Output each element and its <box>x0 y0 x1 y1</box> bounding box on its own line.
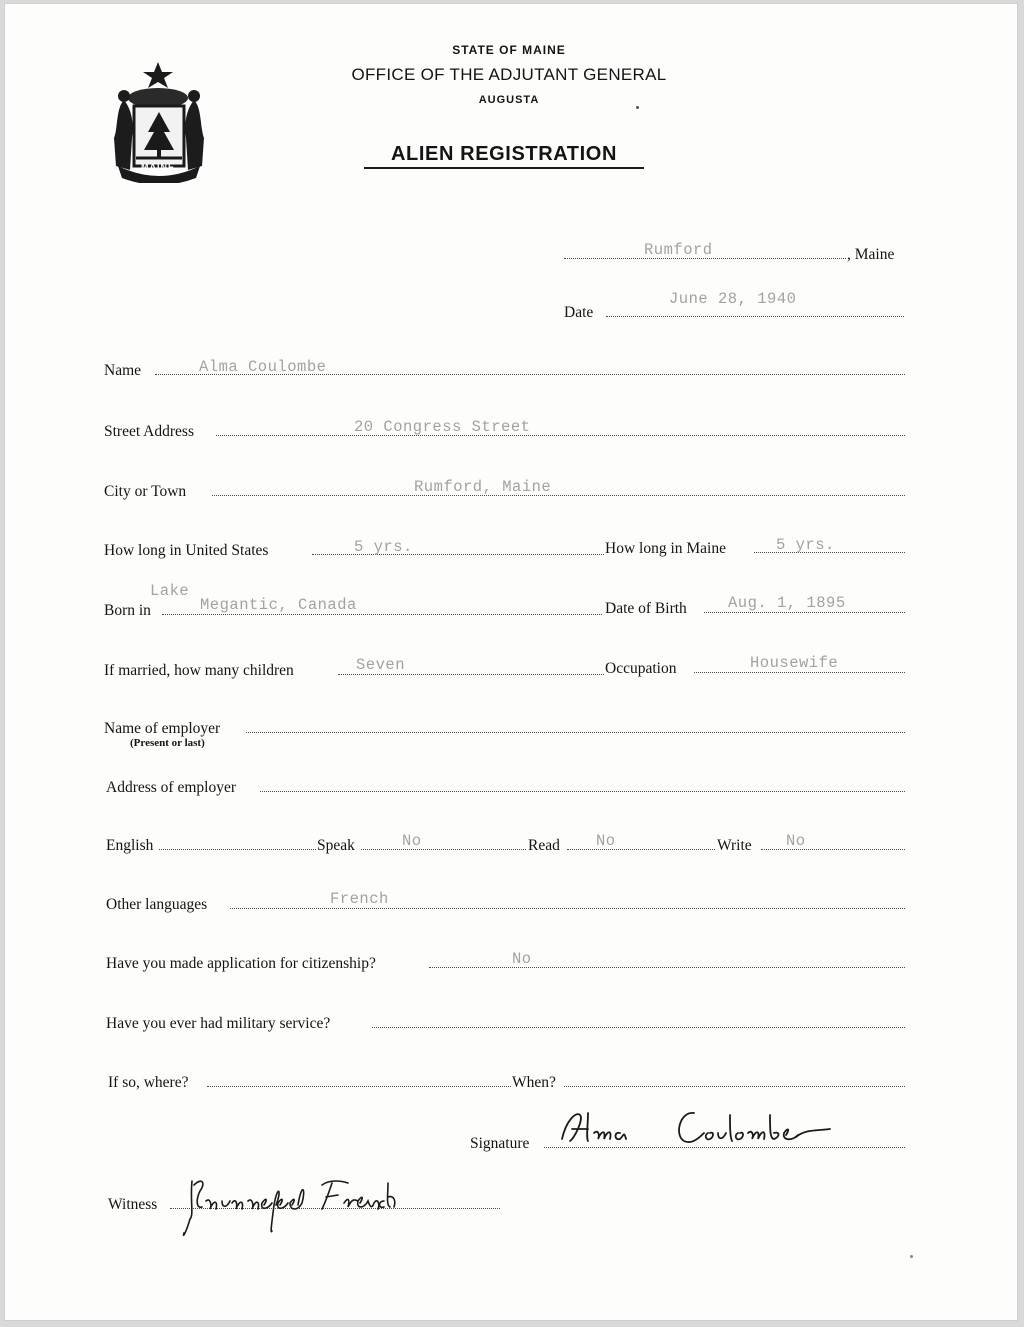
office-heading: OFFICE OF THE ADJUTANT GENERAL <box>351 65 667 84</box>
occupation-value: Housewife <box>750 654 839 672</box>
maine-duration-value: 5 yrs. <box>776 536 835 554</box>
born-value-line2: Megantic, Canada <box>200 596 357 614</box>
employer-sublabel: (Present or last) <box>130 737 205 749</box>
form-title: ALIEN REGISTRATION <box>391 143 617 165</box>
born-value-line1: Lake <box>150 582 190 600</box>
employer-label: Name of employer <box>104 720 221 737</box>
write-label: Write <box>717 837 752 854</box>
where-label: If so, where? <box>108 1074 189 1091</box>
street-value: 20 Congress Street <box>354 418 531 436</box>
employer-address-label: Address of employer <box>106 779 236 796</box>
place-value: Rumford <box>644 241 713 259</box>
paper-speck <box>636 106 639 109</box>
us-duration-value: 5 yrs. <box>354 538 413 556</box>
signature-handwriting <box>544 1105 844 1162</box>
city-value: Rumford, Maine <box>414 478 552 496</box>
children-value: Seven <box>356 656 406 674</box>
citizenship-value: No <box>512 950 532 968</box>
occupation-label: Occupation <box>605 660 677 677</box>
title-underline <box>364 167 644 169</box>
dob-value: Aug. 1, 1895 <box>728 594 846 612</box>
us-duration-label: How long in United States <box>104 542 269 559</box>
when-label: When? <box>512 1074 556 1091</box>
read-value: No <box>596 832 616 850</box>
signature-label: Signature <box>470 1135 530 1152</box>
city-label: City or Town <box>104 483 187 500</box>
paper-speck <box>910 1255 913 1258</box>
registration-form <box>4 3 1018 1321</box>
name-label: Name <box>104 362 142 379</box>
citizenship-label: Have you made application for citizenship? <box>106 955 376 972</box>
maine-duration-label: How long in Maine <box>605 540 726 557</box>
date-value: June 28, 1940 <box>669 290 797 308</box>
born-label: Born in <box>104 602 151 619</box>
other-languages-label: Other languages <box>106 896 208 913</box>
read-label: Read <box>528 837 560 854</box>
name-value: Alma Coulombe <box>199 358 327 376</box>
speak-label: Speak <box>317 837 355 854</box>
city-heading: AUGUSTA <box>478 94 540 106</box>
place-suffix: , Maine <box>847 246 895 263</box>
speak-value: No <box>402 832 422 850</box>
seal-text: MAINE <box>141 162 175 172</box>
date-label: Date <box>564 304 594 321</box>
witness-handwriting <box>172 1171 422 1248</box>
military-label: Have you ever had military service? <box>106 1015 331 1032</box>
english-label: English <box>106 837 154 854</box>
street-label: Street Address <box>104 423 194 440</box>
witness-label: Witness <box>108 1196 158 1213</box>
write-value: No <box>786 832 806 850</box>
dob-label: Date of Birth <box>605 600 687 617</box>
other-languages-value: French <box>330 890 389 908</box>
children-label: If married, how many children <box>104 662 294 679</box>
state-heading: STATE OF MAINE <box>452 43 566 57</box>
